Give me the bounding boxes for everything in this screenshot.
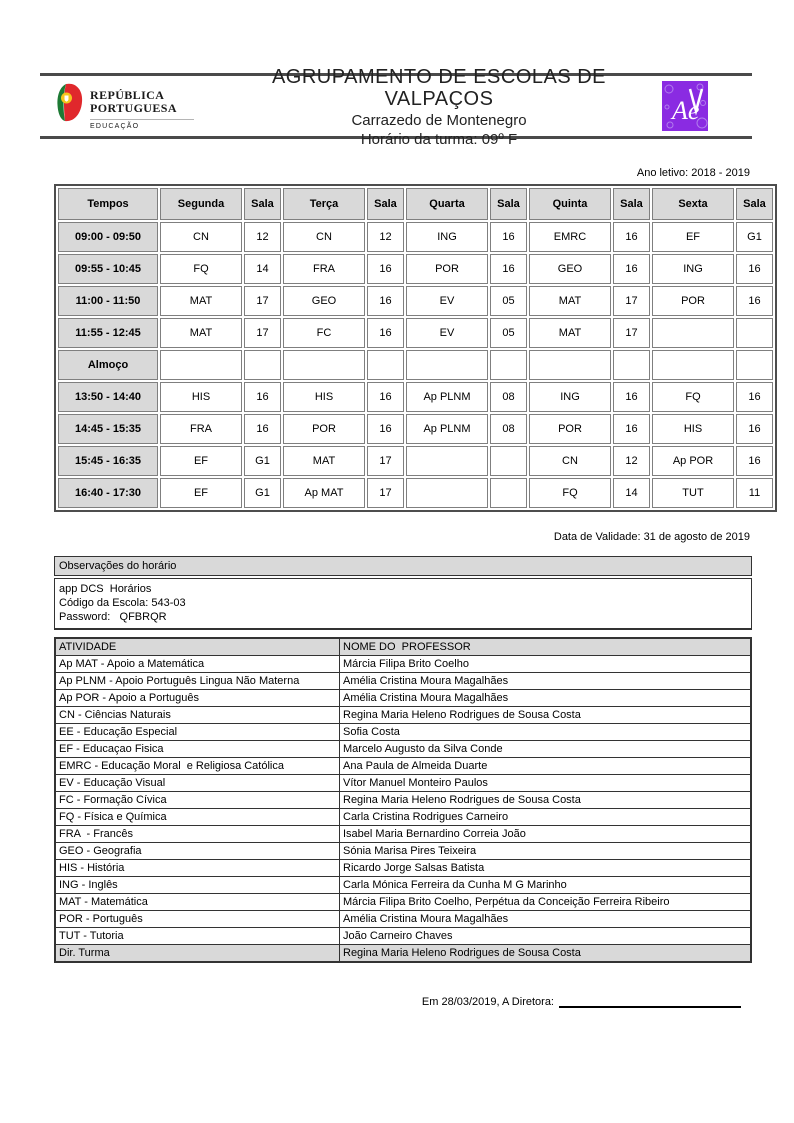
subject-cell: MAT: [283, 446, 365, 476]
column-header-sala: Sala: [613, 188, 650, 220]
subject-cell: Ap MAT: [283, 478, 365, 508]
room-cell: 08: [490, 382, 527, 412]
activity-cell: Ap POR - Apoio a Português: [55, 690, 340, 707]
room-cell: 16: [490, 222, 527, 252]
staff-row: [55, 877, 751, 894]
subject-cell: GEO: [283, 286, 365, 316]
room-cell: 17: [613, 286, 650, 316]
activity-cell: Dir. Turma: [55, 945, 340, 963]
subject-cell: EV: [406, 318, 488, 348]
staff-row: [55, 741, 751, 758]
room-cell: 16: [490, 254, 527, 284]
room-cell: 12: [244, 222, 281, 252]
activity-cell: TUT - Tutoria: [55, 928, 340, 945]
subject-cell: FRA: [160, 414, 242, 444]
room-cell: [244, 350, 281, 380]
header-titles: [216, 64, 662, 149]
column-header-sala: Sala: [490, 188, 527, 220]
teacher-cell: Ana Paula de Almeida Duarte: [340, 758, 752, 775]
room-cell: 16: [736, 286, 773, 316]
staff-header-activity: ATIVIDADE: [55, 638, 340, 656]
room-cell: 16: [367, 286, 404, 316]
activity-cell: CN - Ciências Naturais: [55, 707, 340, 724]
observations-box: [54, 556, 752, 630]
room-cell: 17: [367, 478, 404, 508]
timetable-row: [58, 446, 773, 476]
observations-body: [54, 578, 752, 630]
column-header-day: Terça: [283, 188, 365, 220]
staff-header-teacher: NOME DO PROFESSOR: [340, 638, 752, 656]
activity-cell: EMRC - Educação Moral e Religiosa Católica: [55, 758, 340, 775]
subject-cell: CN: [529, 446, 611, 476]
subject-cell: POR: [406, 254, 488, 284]
subject-cell: [160, 350, 242, 380]
teacher-cell: Ricardo Jorge Salsas Batista: [340, 860, 752, 877]
room-cell: 16: [367, 382, 404, 412]
activity-cell: EE - Educação Especial: [55, 724, 340, 741]
room-cell: 16: [613, 414, 650, 444]
subject-cell: [283, 350, 365, 380]
header-band: [40, 65, 752, 148]
subject-cell: MAT: [529, 286, 611, 316]
staff-row: [55, 690, 751, 707]
subject-cell: Ap POR: [652, 446, 734, 476]
activity-cell: GEO - Geografia: [55, 843, 340, 860]
room-cell: G1: [244, 478, 281, 508]
teacher-cell: João Carneiro Chaves: [340, 928, 752, 945]
room-cell: [490, 446, 527, 476]
subject-cell: [652, 318, 734, 348]
time-cell: 13:50 - 14:40: [58, 382, 158, 412]
school-name: AGRUPAMENTO DE ESCOLAS DE VALPAÇOS: [271, 65, 607, 110]
subject-cell: ING: [406, 222, 488, 252]
staff-table: [54, 637, 752, 963]
subject-cell: Ap PLNM: [406, 382, 488, 412]
subject-cell: HIS: [283, 382, 365, 412]
room-cell: 05: [490, 286, 527, 316]
validity-label: Data de Validade: 31 de agosto de 2019: [553, 531, 750, 543]
staff-row: [55, 724, 751, 741]
teacher-cell: Marcelo Augusto da Silva Conde: [340, 741, 752, 758]
activity-cell: MAT - Matemática: [55, 894, 340, 911]
staff-row: [55, 843, 751, 860]
room-cell: 11: [736, 478, 773, 508]
room-cell: 16: [613, 222, 650, 252]
subject-cell: EF: [160, 478, 242, 508]
dir-turma-row: [55, 945, 751, 963]
staff-header-row: [55, 638, 751, 656]
subject-cell: [406, 446, 488, 476]
subject-cell: [529, 350, 611, 380]
column-header-sala: Sala: [367, 188, 404, 220]
gov-educacao: EDUCAÇÃO: [90, 122, 140, 130]
room-cell: 17: [244, 318, 281, 348]
activity-cell: ING - Inglês: [55, 877, 340, 894]
time-cell: 09:00 - 09:50: [58, 222, 158, 252]
subject-cell: FQ: [652, 382, 734, 412]
activity-cell: FRA - Francês: [55, 826, 340, 843]
portugal-flag-icon: [56, 83, 83, 128]
time-cell: 09:55 - 10:45: [58, 254, 158, 284]
staff-row: [55, 656, 751, 673]
school-location: Carrazedo de Montenegro: [351, 111, 527, 129]
subject-cell: CN: [283, 222, 365, 252]
room-cell: [613, 350, 650, 380]
activity-cell: HIS - História: [55, 860, 340, 877]
staff-row: [55, 809, 751, 826]
activity-cell: POR - Português: [55, 911, 340, 928]
timetable-row: [58, 350, 773, 380]
teacher-cell: Carla Cristina Rodrigues Carneiro: [340, 809, 752, 826]
teacher-cell: Márcia Filipa Brito Coelho, Perpétua da Conceição Ferreira Ribeiro: [340, 894, 752, 911]
teacher-cell: Amélia Cristina Moura Magalhães: [340, 911, 752, 928]
schedule-title: Horário da turma: 09º F: [360, 130, 518, 148]
column-header-day: Quinta: [529, 188, 611, 220]
timetable-row: [58, 286, 773, 316]
teacher-cell: Amélia Cristina Moura Magalhães: [340, 690, 752, 707]
teacher-cell: Regina Maria Heleno Rodrigues de Sousa Costa: [340, 792, 752, 809]
observation-line: Código da Escola: 543-03: [59, 597, 186, 609]
gov-portuguesa: PORTUGUESA: [90, 100, 177, 115]
subject-cell: HIS: [160, 382, 242, 412]
subject-cell: FC: [283, 318, 365, 348]
staff-row: [55, 792, 751, 809]
room-cell: 16: [367, 318, 404, 348]
gov-logo: [56, 83, 216, 130]
time-cell: 16:40 - 17:30: [58, 478, 158, 508]
gov-divider: [90, 119, 194, 120]
svg-text:Ae: Ae: [672, 96, 700, 125]
subject-cell: EF: [652, 222, 734, 252]
timetable-row: [58, 222, 773, 252]
room-cell: 08: [490, 414, 527, 444]
activity-cell: EV - Educação Visual: [55, 775, 340, 792]
activity-cell: Ap MAT - Apoio a Matemática: [55, 656, 340, 673]
subject-cell: GEO: [529, 254, 611, 284]
teacher-cell: Vítor Manuel Monteiro Paulos: [340, 775, 752, 792]
school-year-label: Ano letivo: 2018 - 2019: [636, 167, 750, 179]
subject-cell: HIS: [652, 414, 734, 444]
teacher-cell: Regina Maria Heleno Rodrigues de Sousa Costa: [340, 945, 752, 963]
subject-cell: [406, 350, 488, 380]
subject-cell: EV: [406, 286, 488, 316]
observations-title: Observações do horário: [54, 556, 752, 576]
room-cell: 16: [736, 254, 773, 284]
subject-cell: MAT: [160, 318, 242, 348]
subject-cell: POR: [529, 414, 611, 444]
staff-row: [55, 860, 751, 877]
subject-cell: TUT: [652, 478, 734, 508]
teacher-cell: Sónia Marisa Pires Teixeira: [340, 843, 752, 860]
timetable-row: [58, 254, 773, 284]
staff-row: [55, 826, 751, 843]
teacher-cell: Carla Mónica Ferreira da Cunha M G Marinho: [340, 877, 752, 894]
room-cell: [367, 350, 404, 380]
teacher-cell: Márcia Filipa Brito Coelho: [340, 656, 752, 673]
gov-republica: REPÚBLICA: [90, 87, 165, 102]
subject-cell: EF: [160, 446, 242, 476]
room-cell: 16: [736, 414, 773, 444]
column-header-sala: Sala: [736, 188, 773, 220]
staff-row: [55, 707, 751, 724]
time-cell: 14:45 - 15:35: [58, 414, 158, 444]
subject-cell: Ap PLNM: [406, 414, 488, 444]
room-cell: 12: [367, 222, 404, 252]
time-cell: Almoço: [58, 350, 158, 380]
subject-cell: [652, 350, 734, 380]
room-cell: 16: [244, 414, 281, 444]
room-cell: 16: [367, 414, 404, 444]
room-cell: 14: [244, 254, 281, 284]
teacher-cell: Isabel Maria Bernardino Correia João: [340, 826, 752, 843]
room-cell: [490, 478, 527, 508]
time-cell: 11:00 - 11:50: [58, 286, 158, 316]
time-cell: 15:45 - 16:35: [58, 446, 158, 476]
activity-cell: Ap PLNM - Apoio Português Lingua Não Materna: [55, 673, 340, 690]
room-cell: 17: [244, 286, 281, 316]
staff-row: [55, 775, 751, 792]
activity-cell: FQ - Física e Química: [55, 809, 340, 826]
room-cell: 17: [367, 446, 404, 476]
subject-cell: POR: [652, 286, 734, 316]
staff-row: [55, 911, 751, 928]
subject-cell: FQ: [160, 254, 242, 284]
column-header-sala: Sala: [244, 188, 281, 220]
room-cell: 16: [613, 382, 650, 412]
subject-cell: EMRC: [529, 222, 611, 252]
timetable-header-row: [58, 188, 773, 220]
room-cell: 16: [367, 254, 404, 284]
subject-cell: ING: [529, 382, 611, 412]
aev-school-logo-icon: [662, 81, 708, 131]
column-header-day: Quarta: [406, 188, 488, 220]
subject-cell: [406, 478, 488, 508]
room-cell: G1: [244, 446, 281, 476]
staff-row: [55, 928, 751, 945]
subject-cell: ING: [652, 254, 734, 284]
subject-cell: POR: [283, 414, 365, 444]
time-cell: 11:55 - 12:45: [58, 318, 158, 348]
subject-cell: FQ: [529, 478, 611, 508]
timetable-row: [58, 478, 773, 508]
staff-row: [55, 894, 751, 911]
room-cell: [736, 318, 773, 348]
subject-cell: MAT: [160, 286, 242, 316]
room-cell: 16: [736, 382, 773, 412]
teacher-cell: Amélia Cristina Moura Magalhães: [340, 673, 752, 690]
subject-cell: CN: [160, 222, 242, 252]
timetable-row: [58, 382, 773, 412]
room-cell: [736, 350, 773, 380]
activity-cell: FC - Formação Cívica: [55, 792, 340, 809]
room-cell: 12: [613, 446, 650, 476]
column-header-day: Sexta: [652, 188, 734, 220]
observation-line: app DCS Horários: [59, 583, 152, 595]
staff-row: [55, 758, 751, 775]
activity-cell: EF - Educaçao Fisica: [55, 741, 340, 758]
room-cell: 16: [736, 446, 773, 476]
signature-label: Em 28/03/2019, A Diretora:: [421, 996, 554, 1008]
room-cell: 05: [490, 318, 527, 348]
room-cell: [490, 350, 527, 380]
subject-cell: MAT: [529, 318, 611, 348]
column-header-tempos: Tempos: [58, 188, 158, 220]
room-cell: 17: [613, 318, 650, 348]
teacher-cell: Sofia Costa: [340, 724, 752, 741]
signature-line: [559, 993, 741, 1008]
subject-cell: FRA: [283, 254, 365, 284]
timetable-row: [58, 318, 773, 348]
timetable: [54, 184, 777, 512]
footer-signature: [422, 993, 741, 1008]
room-cell: 14: [613, 478, 650, 508]
room-cell: 16: [613, 254, 650, 284]
timetable-row: [58, 414, 773, 444]
gov-logo-text: [90, 83, 194, 130]
observation-line: Password: QFBRQR: [59, 611, 167, 623]
column-header-day: Segunda: [160, 188, 242, 220]
room-cell: 16: [244, 382, 281, 412]
staff-row: [55, 673, 751, 690]
teacher-cell: Regina Maria Heleno Rodrigues de Sousa Costa: [340, 707, 752, 724]
room-cell: G1: [736, 222, 773, 252]
